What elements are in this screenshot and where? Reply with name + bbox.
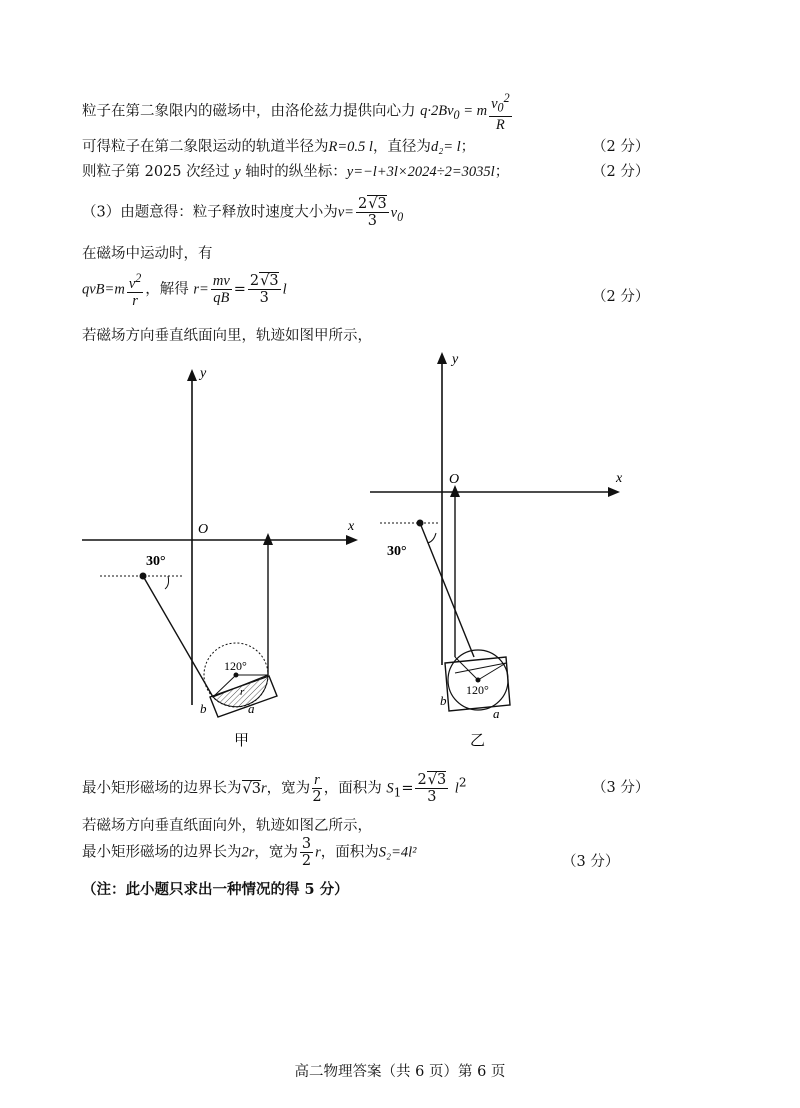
figure-right <box>370 352 623 749</box>
fraction-radius-result: $\frac{2√3}{3}$ <box>249 272 279 306</box>
line-8-width: ，宽为 <box>266 780 311 797</box>
fraction-2sqrt3-over-3: $\frac{2√3}{3}$ <box>357 196 387 229</box>
text-line-8: 最小矩形磁场的边界长为√3r，宽为 $\frac{r}{2}$ ，面积为 $S_1=$ $\frac{2√3}{3}$ $l^2$ <box>82 772 467 805</box>
text-line-3: 则粒子第 2025 次经过 y 轴时的纵坐标：y=−l+3l×2024÷2=3035l； <box>82 164 510 180</box>
text-line-10: 最小矩形磁场的边界长为2r，宽为 $\frac{3}{2}$ r，面积为S₂=4l² <box>82 836 417 869</box>
line-3-mid: 轴时的纵坐标： <box>245 164 347 180</box>
page-footer: 高二物理答案（共 6 页）第 6 页 <box>294 1064 506 1080</box>
line-10-prefix: 最小矩形磁场的边界长为 <box>82 844 242 861</box>
text-line-1 <box>82 90 514 133</box>
score-3: （2 分） <box>592 289 650 305</box>
left-a-label: a <box>248 701 255 716</box>
line-3-prefix: 则粒子第 2025 次经过 <box>82 164 230 180</box>
equation-lorentz: $q\cdot 2Bv_0 = m$ <box>420 103 488 123</box>
text-line-6: qvB=m $\frac{v^2}{r}$ ，解得 r= $\frac{mv}{qB}$ = $\frac{2√3}{3}$ l <box>82 271 287 309</box>
figure-left <box>82 366 358 749</box>
line-10-area: ，面积为 <box>320 844 379 861</box>
fraction-S1: $\frac{2√3}{3}$ <box>417 772 447 805</box>
fraction-r-over-2: $\frac{r}{2}$ <box>312 772 322 805</box>
score-5: （3 分） <box>562 854 620 870</box>
length-2r: 2r <box>241 844 255 861</box>
trajectory-figures <box>0 345 800 765</box>
right-caption: 乙 <box>470 733 486 749</box>
text-line-9: 若磁场方向垂直纸面向外，轨迹如图乙所示， <box>82 818 372 834</box>
left-b-label: b <box>200 701 207 716</box>
area-S2: S₂=4l² <box>378 844 417 861</box>
equation-qvB: qvB=m <box>82 281 125 298</box>
left-caption: 甲 <box>234 733 250 749</box>
text-line-7: 若磁场方向垂直纸面向里，轨迹如图甲所示， <box>82 328 372 344</box>
line-10-width: ，宽为 <box>254 844 298 861</box>
line-2-mid: ，直径为 <box>372 139 431 155</box>
line-8-area: ，面积为 <box>323 780 382 797</box>
fraction-v0sq-over-R: $\frac{v_0^2}{R}$ <box>491 91 510 133</box>
fraction-mv-over-qB: $\frac{mv}{qB}$ <box>212 272 230 306</box>
left-trajectory-line <box>143 576 213 697</box>
right-angle-30: 30° <box>387 544 407 559</box>
scoring-note: （注：此小题只求出一种情况的得 5 分） <box>82 881 349 898</box>
score-4: （3 分） <box>592 780 650 796</box>
line-2-prefix: 可得粒子在第二象限运动的轨道半径为 <box>82 139 329 155</box>
text-line-4: （3）由题意得：粒子释放时速度大小为v= $\frac{2√3}{3}$ $v_0$ <box>82 196 404 229</box>
text-line-2: 可得粒子在第二象限运动的轨道半径为R=0.5 l，直径为d₂= l； <box>82 139 476 155</box>
right-y-label: y <box>452 352 459 367</box>
right-a-label: a <box>493 706 500 721</box>
right-origin-label: O <box>449 472 460 487</box>
radius-value: R=0.5 <box>328 139 366 155</box>
right-b-label: b <box>440 693 447 708</box>
score-2: （2 分） <box>592 164 650 180</box>
line-8-prefix: 最小矩形磁场的边界长为 <box>82 780 242 797</box>
right-x-label: x <box>616 471 623 486</box>
score-1: （2 分） <box>592 139 650 155</box>
line-4-prefix: （3）由题意得：粒子释放时速度大小为 <box>82 204 338 221</box>
left-y-label: y <box>200 366 207 381</box>
left-origin-label: O <box>198 522 209 537</box>
y-coordinate-result: y=−l+3l×2024÷2=3035l <box>346 164 495 180</box>
line-1-text: 粒子在第二象限内的磁场中，由洛伦兹力提供向心力 <box>82 103 416 120</box>
fraction-v2-over-r: $\frac{v^2}{r}$ <box>128 271 142 309</box>
right-angle-120: 120° <box>466 683 489 697</box>
left-r-label: r <box>240 686 245 698</box>
text-line-5: 在磁场中运动时，有 <box>82 246 213 262</box>
left-x-label: x <box>348 519 355 534</box>
right-trajectory-line <box>420 523 474 657</box>
line-6-solve: ，解得 <box>145 281 189 298</box>
left-angle-120: 120° <box>224 659 247 673</box>
diameter-value: d₂= l <box>430 139 461 155</box>
left-angle-30: 30° <box>146 554 166 569</box>
fraction-3-over-2: $\frac{3}{2}$ <box>301 836 312 869</box>
